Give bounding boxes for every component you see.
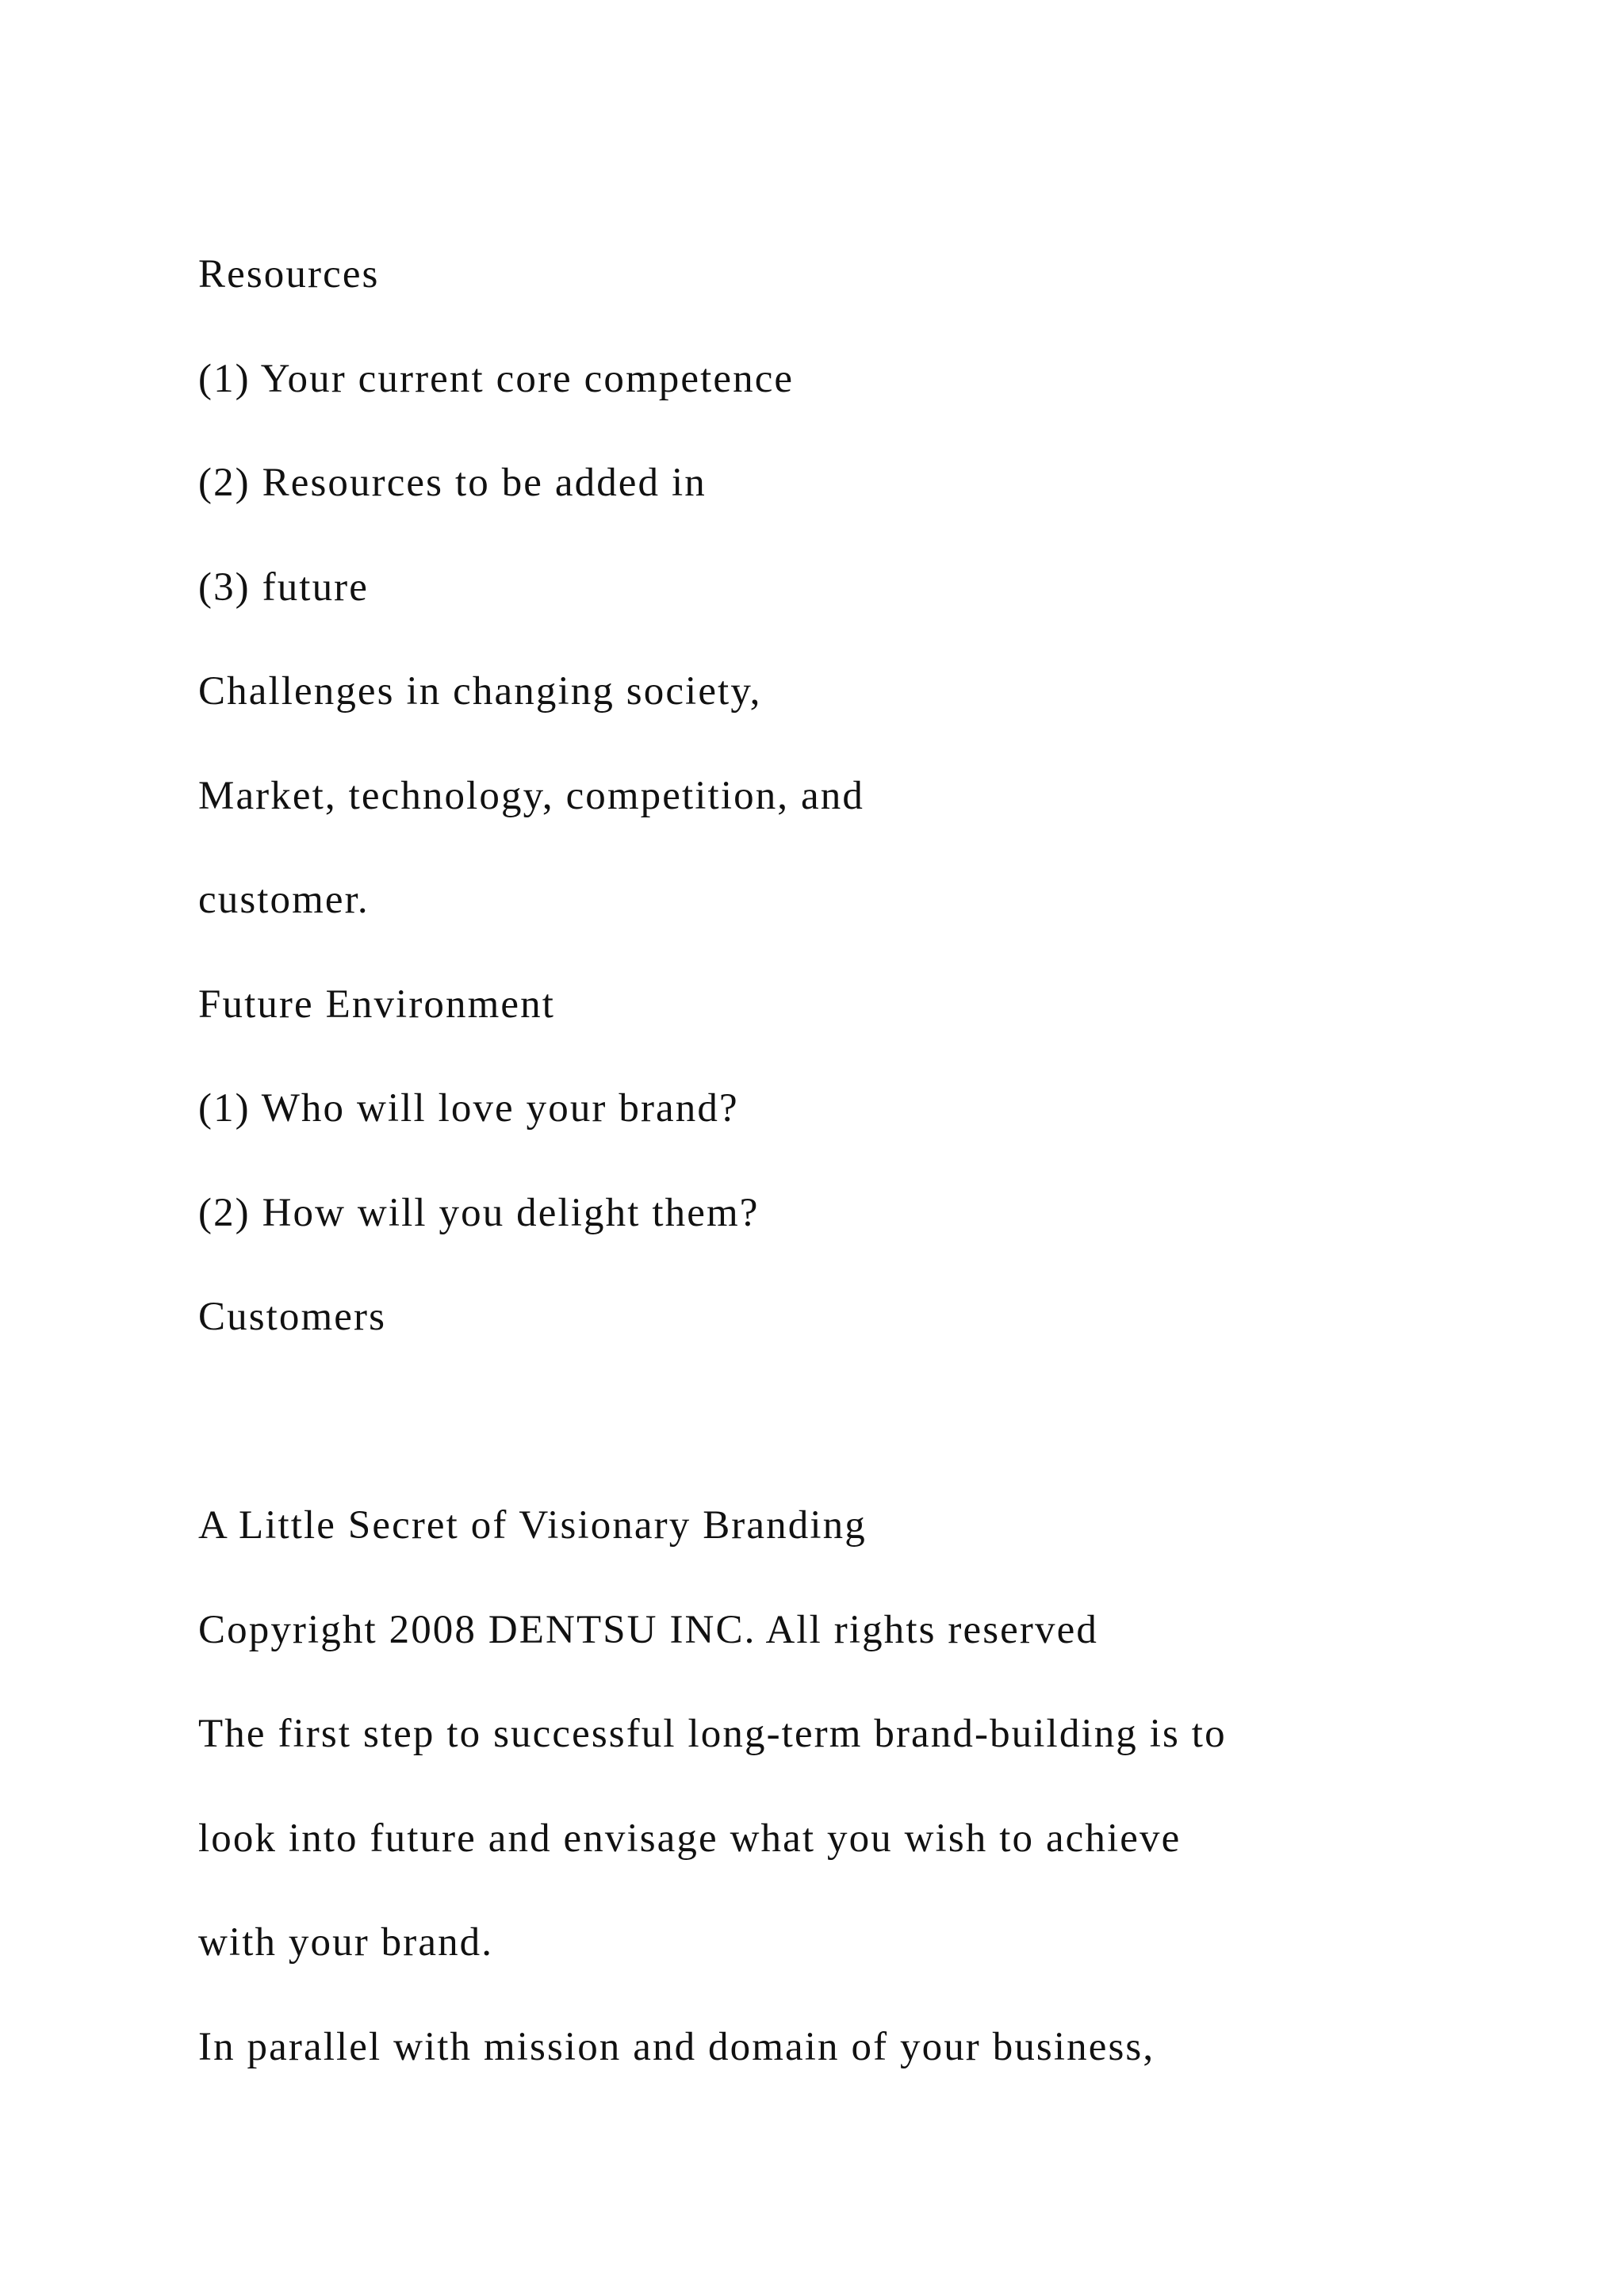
paragraph-line-2: look into future and envisage what you wish to achieve — [198, 1816, 1182, 1861]
paragraph-line-3: with your brand. — [198, 1920, 494, 1965]
title-visionary-branding: A Little Secret of Visionary Branding — [198, 1503, 867, 1548]
document-body — [198, 246, 1546, 2122]
heading-resources: Resources — [198, 252, 380, 297]
text-line-challenges: Challenges in changing society, — [198, 669, 762, 714]
blank-line — [198, 1393, 1546, 1498]
paragraph-line-1: The first step to successful long-term brand-building is to — [198, 1712, 1227, 1756]
text-line-market: Market, technology, competition, and — [198, 773, 864, 818]
list-item-resources-added: (2) Resources to be added in — [198, 461, 707, 505]
list-item-who-will-love: (1) Who will love your brand? — [198, 1086, 739, 1131]
list-item-core-competence: (1) Your current core competence — [198, 356, 795, 401]
heading-customers: Customers — [198, 1295, 387, 1339]
paragraph-line-4: In parallel with mission and domain of your business, — [198, 2024, 1155, 2069]
heading-future-environment: Future Environment — [198, 982, 555, 1027]
copyright-line: Copyright 2008 DENTSU INC. All rights reserved — [198, 1607, 1098, 1652]
list-item-how-delight: (2) How will you delight them? — [198, 1190, 760, 1235]
text-line-customer: customer. — [198, 878, 370, 922]
list-item-future: (3) future — [198, 564, 369, 610]
